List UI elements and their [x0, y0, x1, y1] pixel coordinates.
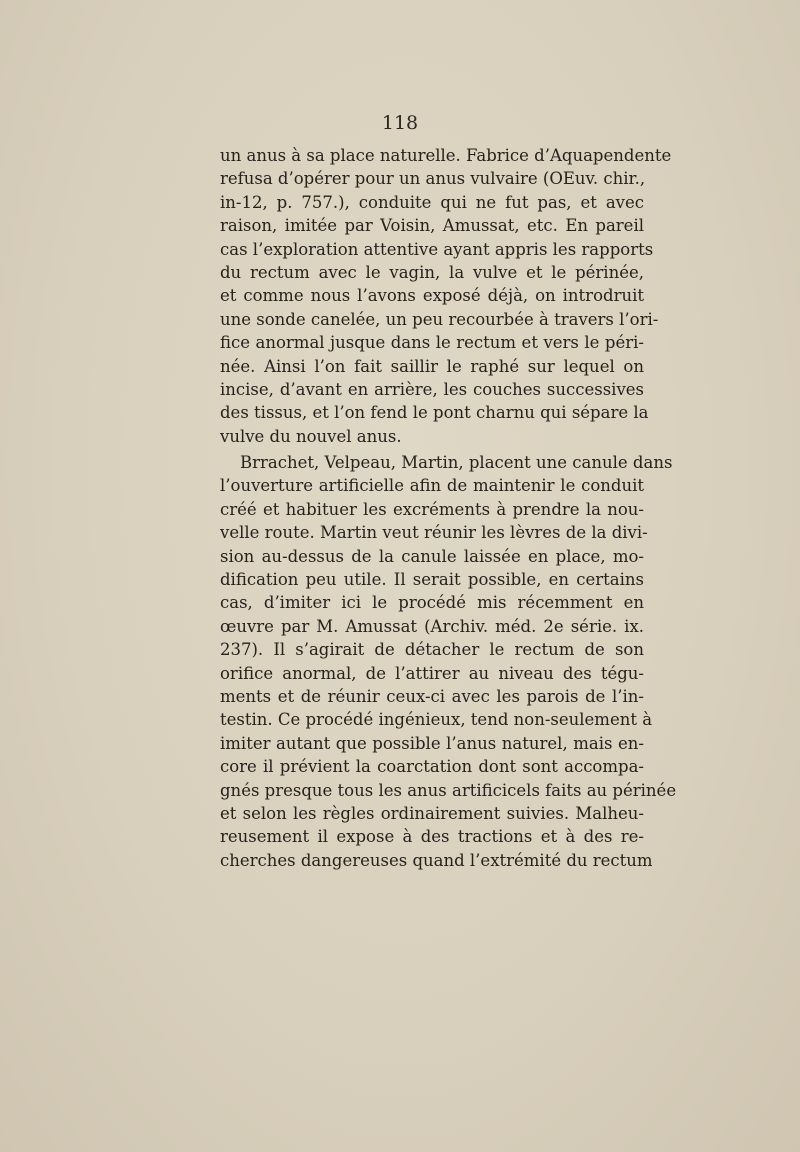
text-line: 237). Il s’agirait de détacher le rectum de son — [220, 640, 644, 660]
text-line: et selon les règles ordinairement suivies. Malheu- — [220, 803, 644, 823]
text-line: sion au-dessus de la canule laissée en place, mo- — [220, 546, 644, 566]
body-text — [220, 144, 677, 872]
text-line: née. Ainsi l’on fait saillir le raphé sur lequel on — [220, 356, 644, 376]
text-line: cherches dangereuses quand l’extrémité du rectum — [220, 850, 653, 870]
text-line: des tissus, et l’on fend le pont charnu qui sépare la — [220, 403, 649, 423]
text-line: œuvre par M. Amussat (Archiv. méd. 2e série. ix. — [220, 616, 644, 636]
text-line: in-12, p. 757.), conduite qui ne fut pas, et avec — [220, 192, 644, 212]
text-line: créé et habituer les excréments à prendre la nou- — [220, 499, 644, 519]
text-line: ments et de réunir ceux-ci avec les parois de l’in- — [220, 686, 644, 706]
text-line: et comme nous l’avons exposé déjà, on introdruit — [220, 286, 644, 306]
paragraph-2 — [220, 451, 677, 872]
text-line: gnés presque tous les anus artificicels faits au périnée — [220, 780, 677, 800]
text-line: une sonde canelée, un peu recourbée à travers l’ori- — [220, 309, 659, 329]
text-line: vulve du nouvel anus. — [220, 426, 402, 446]
text-line: du rectum avec le vagin, la vulve et le périnée, — [220, 262, 644, 282]
text-line: raison, imitée par Voisin, Amussat, etc. En pareil — [220, 216, 644, 236]
text-line: Brrachet, Velpeau, Martin, placent une canule dans — [240, 453, 673, 473]
text-line: cas l’exploration attentive ayant appris les rapports — [220, 239, 654, 259]
text-line: velle route. Martin veut réunir les lèvres de la divi- — [220, 523, 648, 543]
text-line: refusa d’opérer pour un anus vulvaire (OEuv. chir., — [220, 169, 646, 189]
text-line: imiter autant que possible l’anus naturel, mais en- — [220, 733, 644, 753]
page-number: 118 — [381, 112, 419, 134]
text-line: incise, d’avant en arrière, les couches successives — [220, 379, 644, 399]
text-line: reusement il expose à des tractions et à des re- — [220, 827, 644, 847]
text-line: l’ouverture artificielle afin de maintenir le conduit — [220, 476, 644, 496]
text-line: orifice anormal, de l’attirer au niveau des tégu- — [220, 663, 644, 683]
paragraph-1 — [220, 144, 672, 448]
text-line: cas, d’imiter ici le procédé mis récemment en — [220, 593, 644, 613]
text-line: un anus à sa place naturelle. Fabrice d’Aquapendente — [220, 146, 672, 165]
text-line: fice anormal jusque dans le rectum et vers le péri- — [220, 333, 644, 353]
text-line: core il prévient la coarctation dont sont accompa- — [220, 757, 644, 777]
text-line: testin. Ce procédé ingénieux, tend non-seulement à — [220, 710, 653, 730]
text-line: dification peu utile. Il serait possible, en certains — [220, 570, 644, 590]
